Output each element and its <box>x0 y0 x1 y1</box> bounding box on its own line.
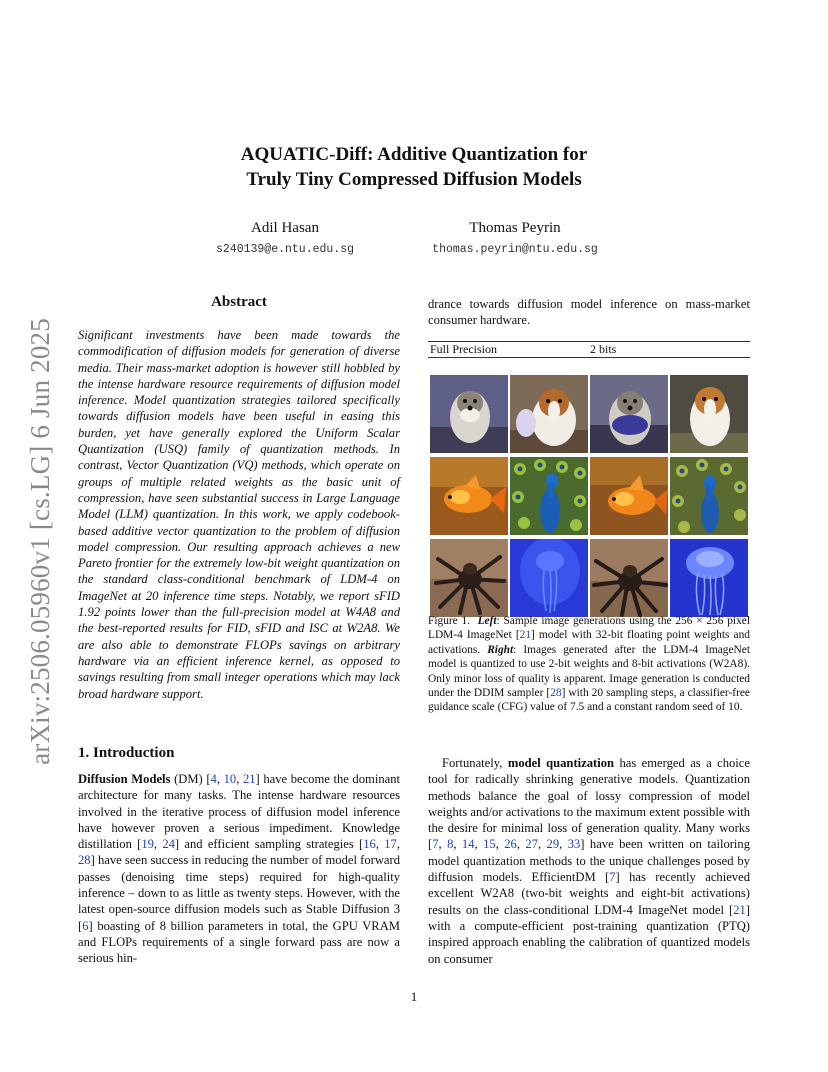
citation-link[interactable]: 29 <box>546 837 560 852</box>
author-name: Adil Hasan <box>251 220 319 236</box>
intro-paragraph: Diffusion Models (DM) [4, 10, 21] have become the dominant architecture for many tasks. The intense hardware resources involved in the iterative process of diffusion model inference have however proven a serious impediment. Knowledge distillation [19, 24] and efficient sampling strategies [16, 17, 28] have seen success in reducing the number of model forward passes (denoising time steps) required for high-quality inference – down to as little as twenty steps. However, with the latest open-source diffusion models such as Stable Diffusion 3 [6] boasting of 8 billion parameters in total, the GPU VRAM and FLOPs requirements of a single forward pass are now a serious hin- <box>78 772 401 966</box>
figure-header-rule <box>428 357 750 358</box>
citation-link[interactable]: 16 <box>363 837 376 852</box>
image-dog-collie-fp <box>510 375 588 453</box>
arxiv-id: arXiv:2506.05960v1 [cs.LG] 6 Jun 2025 <box>24 317 55 765</box>
image-dog-schnauzer-2bit <box>590 375 668 453</box>
figure-column-headers <box>428 342 750 357</box>
citation-link[interactable]: 27 <box>525 837 538 852</box>
arxiv-stamp <box>10 306 70 776</box>
citation-link[interactable]: 17 <box>384 837 397 852</box>
citation-link[interactable]: 8 <box>447 837 454 852</box>
image-tarantula-2bit <box>590 539 668 617</box>
abstract-heading: Abstract <box>211 294 267 310</box>
image-peacock-2bit <box>670 457 748 535</box>
image-dog-schnauzer-fp <box>430 375 508 453</box>
citation-link[interactable]: 6 <box>82 918 89 933</box>
image-jellyfish-fp <box>510 539 588 617</box>
col-header-full-precision: Full Precision <box>430 342 498 356</box>
image-grid <box>428 359 750 603</box>
figure-1-caption: Figure 1. Left: Sample image generations using the 256 × 256 pixel LDM-4 ImageNet [21] model with 32-bit floating point weights and activations. Right: Images generated after the LDM-4 ImageNet model is quantized to use 2-bit weights and 8-bit activations (W2A8). Only minor loss of quality is apparent. Image generation is conducted under the DDIM sampler [28] with 20 sampling steps, a classifier-free guidance scale (CFG) value of 7.5 and a constant random seed of 10. <box>428 615 750 714</box>
title-line-1: AQUATIC-Diff: Additive Quantization for <box>240 144 588 165</box>
citation-link[interactable]: 19 <box>141 837 154 852</box>
author-email: thomas.peyrin@ntu.edu.sg <box>432 243 598 256</box>
citation-link[interactable]: 21 <box>242 772 256 786</box>
citation-link[interactable]: 26 <box>504 837 517 852</box>
author-1 <box>190 220 380 256</box>
citation-link[interactable]: 24 <box>162 837 175 852</box>
figure-1 <box>428 341 750 603</box>
right-column-continuation: drance towards diffusion model inference on mass-market consumer hardware. <box>428 297 750 328</box>
image-goldfish-2bit <box>590 457 668 535</box>
citation-link[interactable]: 33 <box>567 837 581 852</box>
col-header-2-bits: 2 bits <box>590 342 617 356</box>
citation-link[interactable]: 7 <box>609 870 616 885</box>
image-dog-collie-2bit <box>670 375 748 453</box>
citation-link[interactable]: 21 <box>519 629 532 642</box>
citation-link[interactable]: 14 <box>461 837 475 852</box>
citation-link[interactable]: 10 <box>223 772 237 786</box>
paper-title <box>0 142 828 192</box>
right-paragraph-quantization: Fortunately, model quantization has emerged as a choice tool for radically shrinking generative models. Quantization methods balance the goal of lossy compression of model weights and/or activations to the maximum extent possible with the desire for minimal loss of generation quality. Many works [7, 8, 14, 15, 26, 27, 29, 33] have been written on tailoring model quantization methods to the unique challenges posed by diffusion models. EfficientDM [7] has recently achieved excellent W2A8 (two-bit weights and eight-bit activations) results on the class-conditional LDM-4 ImageNet model [21] with a compute-efficient post-training quantization (PTQ) inspired approach enabling the calibration of quantized models on consumer <box>428 756 751 966</box>
author-2 <box>410 220 620 256</box>
author-name: Thomas Peyrin <box>469 220 561 236</box>
citation-link[interactable]: 21 <box>733 902 746 917</box>
citation-link[interactable]: 28 <box>78 853 91 868</box>
citation-link[interactable]: 28 <box>550 687 562 700</box>
citation-link[interactable]: 4 <box>210 772 217 786</box>
section-heading-introduction: 1. Introduction <box>78 745 175 761</box>
citation-link[interactable]: 15 <box>483 837 496 852</box>
lead-term: Diffusion Models <box>78 772 171 786</box>
citation-link[interactable]: 7 <box>432 837 439 852</box>
image-tarantula-fp <box>430 539 508 617</box>
abstract-text: Significant investments have been made towards the commodification of diffusion models for generation of diverse media. Their mass-market adoption is however still hobbled by the intense hardware resource requirements of diffusion model inference. Model quantization strategies tailored specifically towards diffusion models have been useful in easing this burden, yet have generally explored the Uniform Scalar Quantization (USQ) family of quantization methods. In contrast, Vector Quantization (VQ) methods, which operate on groups of multiple related weights as the basic unit of compression, have seen substantial success in Large Language Model (LLM) quantization. In this work, we apply codebook-based additive vector quantization to the problem of diffusion model compression. Our resulting approach achieves a new Pareto frontier for the extremely low-bit weight quantization on the standard class-conditional benchmark of LDM-4 on ImageNet at 20 inference time steps. Notably, we report sFID 1.92 points lower than the full-precision model at W4A8 and the best-reported results for FID, sFID and ISC at W2A8. We are also able to demonstrate FLOPs savings on arbitrary hardware via an efficient inference kernel, as opposed to savings resulting from small integer operations which may lack broad hardware support. <box>78 328 400 701</box>
image-peacock-fp <box>510 457 588 535</box>
author-email: s240139@e.ntu.edu.sg <box>215 243 355 256</box>
page-number: 1 <box>410 990 418 1004</box>
title-line-2: Truly Tiny Compressed Diffusion Models <box>246 169 582 190</box>
image-goldfish-fp <box>430 457 508 535</box>
image-jellyfish-2bit <box>670 539 748 617</box>
